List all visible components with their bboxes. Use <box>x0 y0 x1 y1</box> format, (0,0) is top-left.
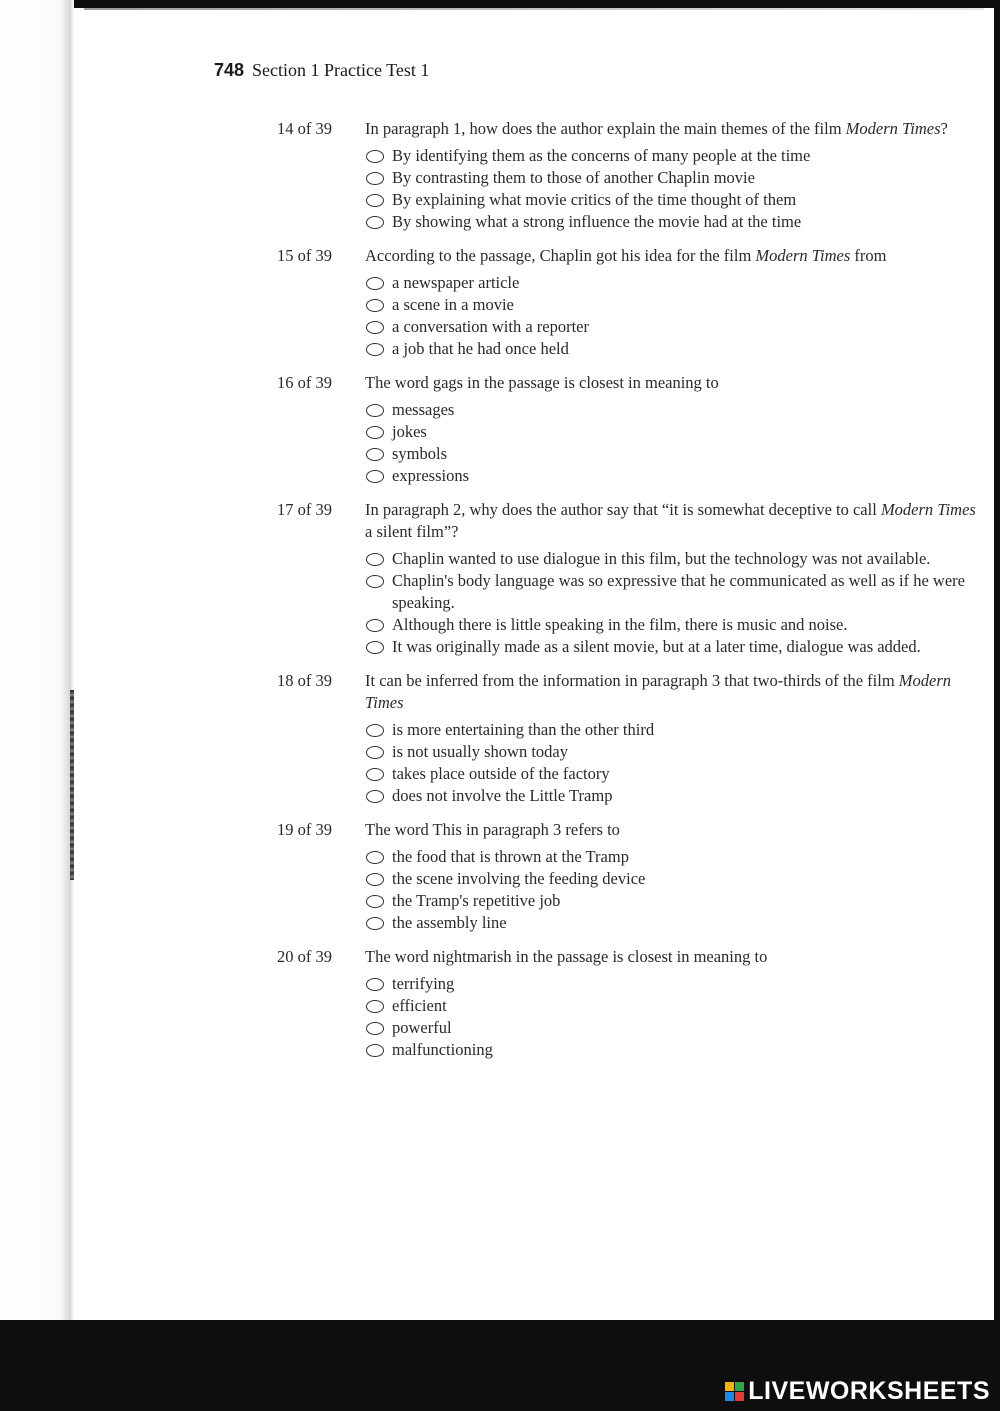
option-label: the assembly line <box>392 913 507 932</box>
radio-bubble-icon[interactable] <box>366 746 384 759</box>
question-body <box>365 819 977 934</box>
stem-italic-title: Modern Times <box>880 500 976 519</box>
option-label: By explaining what movie critics of the time thought of them <box>392 190 797 209</box>
radio-bubble-icon[interactable] <box>366 851 384 864</box>
radio-bubble-icon[interactable] <box>366 790 384 803</box>
answer-option[interactable] <box>365 995 977 1017</box>
radio-bubble-icon[interactable] <box>366 172 384 185</box>
stem-suffix: a silent film”? <box>365 522 459 541</box>
radio-bubble-icon[interactable] <box>366 216 384 229</box>
option-label: the scene involving the feeding device <box>392 869 646 888</box>
question-number: 15 of 39 <box>277 246 332 265</box>
answer-option[interactable] <box>365 1017 977 1039</box>
page-top-edge <box>84 8 984 10</box>
option-label: does not involve the Little Tramp <box>392 786 613 805</box>
logo-square <box>735 1382 744 1391</box>
question-18 <box>277 670 977 807</box>
question-20 <box>277 946 977 1061</box>
radio-bubble-icon[interactable] <box>366 641 384 654</box>
stem-text: It can be inferred from the information in paragraph 3 that two-thirds of the film <box>365 671 895 690</box>
liveworksheets-watermark <box>725 1377 990 1406</box>
radio-bubble-icon[interactable] <box>366 150 384 163</box>
option-label: messages <box>392 400 455 419</box>
radio-bubble-icon[interactable] <box>366 768 384 781</box>
radio-bubble-icon[interactable] <box>366 917 384 930</box>
radio-bubble-icon[interactable] <box>366 299 384 312</box>
answer-option[interactable] <box>365 890 977 912</box>
logo-square <box>725 1392 734 1401</box>
option-label: By showing what a strong influence the movie had at the time <box>392 212 802 231</box>
question-stem <box>365 372 977 394</box>
answer-option[interactable] <box>365 614 977 636</box>
logo-square <box>735 1392 744 1401</box>
stem-text: According to the passage, Chaplin got his idea for the film <box>365 246 752 265</box>
stem-italic-title: Modern Times <box>365 671 952 712</box>
answer-option[interactable] <box>365 399 977 421</box>
question-body <box>365 245 977 360</box>
stem-text: The word gags in the passage is closest in meaning to <box>365 373 719 392</box>
option-label: a job that he had once held <box>392 339 569 358</box>
radio-bubble-icon[interactable] <box>366 448 384 461</box>
answer-option[interactable] <box>365 719 977 741</box>
question-stem <box>365 499 977 543</box>
radio-bubble-icon[interactable] <box>366 1022 384 1035</box>
question-body <box>365 372 977 487</box>
option-label: is more entertaining than the other third <box>392 720 655 739</box>
answer-option[interactable] <box>365 973 977 995</box>
answer-option[interactable] <box>365 636 977 658</box>
option-label: Although there is little speaking in the film, there is music and noise. <box>392 615 848 634</box>
answer-option[interactable] <box>365 868 977 890</box>
option-label: By identifying them as the concerns of many people at the time <box>392 146 811 165</box>
radio-bubble-icon[interactable] <box>366 404 384 417</box>
radio-bubble-icon[interactable] <box>366 1044 384 1057</box>
answer-option[interactable] <box>365 211 977 233</box>
question-stem <box>365 245 977 267</box>
question-stem <box>365 819 977 841</box>
radio-bubble-icon[interactable] <box>366 343 384 356</box>
question-body <box>365 118 977 233</box>
question-body <box>365 946 977 1061</box>
question-number: 20 of 39 <box>277 947 332 966</box>
radio-bubble-icon[interactable] <box>366 277 384 290</box>
question-14 <box>277 118 977 233</box>
option-label: is not usually shown today <box>392 742 568 761</box>
worksheet-page <box>74 8 994 1320</box>
question-15 <box>277 245 977 360</box>
stem-text: The word nightmarish in the passage is closest in meaning to <box>365 947 768 966</box>
question-stem <box>365 118 977 140</box>
answer-option[interactable] <box>365 763 977 785</box>
option-label: Chaplin wanted to use dialogue in this film, but the technology was not available. <box>392 549 931 568</box>
stem-suffix: ? <box>940 119 948 138</box>
option-label: jokes <box>392 422 427 441</box>
question-number: 14 of 39 <box>277 119 332 138</box>
option-label: the food that is thrown at the Tramp <box>392 847 629 866</box>
option-label: By contrasting them to those of another Chaplin movie <box>392 168 755 187</box>
radio-bubble-icon[interactable] <box>366 724 384 737</box>
question-body <box>365 670 977 807</box>
radio-bubble-icon[interactable] <box>366 470 384 483</box>
option-label: takes place outside of the factory <box>392 764 610 783</box>
answer-option[interactable] <box>365 465 977 487</box>
logo-square <box>725 1382 734 1391</box>
answer-option[interactable] <box>365 189 977 211</box>
answer-option[interactable] <box>365 421 977 443</box>
page-number: 748 <box>214 60 245 80</box>
answer-option[interactable] <box>365 272 977 294</box>
question-number: 19 of 39 <box>277 820 332 839</box>
radio-bubble-icon[interactable] <box>366 619 384 632</box>
scan-left-edge <box>0 0 74 1411</box>
answer-option[interactable] <box>365 1039 977 1061</box>
radio-bubble-icon[interactable] <box>366 873 384 886</box>
question-16 <box>277 372 977 487</box>
option-label: It was originally made as a silent movie, but at a later time, dialogue was added. <box>392 637 921 656</box>
option-label: powerful <box>392 1018 452 1037</box>
radio-bubble-icon[interactable] <box>366 1000 384 1013</box>
option-label: terrifying <box>392 974 455 993</box>
stem-text: In paragraph 2, why does the author say that “it is somewhat deceptive to call <box>365 500 877 519</box>
stem-text: The word This in paragraph 3 refers to <box>365 820 620 839</box>
radio-bubble-icon[interactable] <box>366 426 384 439</box>
radio-bubble-icon[interactable] <box>366 194 384 207</box>
question-body <box>365 499 977 658</box>
question-17 <box>277 499 977 658</box>
option-label: symbols <box>392 444 448 463</box>
option-label: a newspaper article <box>392 273 520 292</box>
option-label: a conversation with a reporter <box>392 317 590 336</box>
radio-bubble-icon[interactable] <box>366 978 384 991</box>
option-label: the Tramp's repetitive job <box>392 891 561 910</box>
question-number: 17 of 39 <box>277 500 332 519</box>
answer-option[interactable] <box>365 338 977 360</box>
option-label: a scene in a movie <box>392 295 514 314</box>
section-title: Section 1 Practice Test 1 <box>252 60 430 80</box>
option-label: Chaplin's body language was so expressive that he communicated as well as if he were speaking. <box>392 571 965 612</box>
question-number: 18 of 39 <box>277 671 332 690</box>
stem-italic-title: Modern Times <box>845 119 941 138</box>
option-label: expressions <box>392 466 469 485</box>
question-number: 16 of 39 <box>277 373 332 392</box>
stem-italic-title: Modern Times <box>755 246 851 265</box>
option-label: efficient <box>392 996 447 1015</box>
question-19 <box>277 819 977 934</box>
answer-option[interactable] <box>365 846 977 868</box>
radio-bubble-icon[interactable] <box>366 321 384 334</box>
option-label: malfunctioning <box>392 1040 493 1059</box>
answer-option[interactable] <box>365 570 977 614</box>
radio-bubble-icon[interactable] <box>366 895 384 908</box>
radio-bubble-icon[interactable] <box>366 575 384 588</box>
answer-option[interactable] <box>365 548 977 570</box>
question-list <box>277 118 977 1073</box>
answer-option[interactable] <box>365 741 977 763</box>
answer-option[interactable] <box>365 912 977 934</box>
question-stem <box>365 946 977 968</box>
stem-text: In paragraph 1, how does the author explain the main themes of the film <box>365 119 842 138</box>
watermark-text: LIVEWORKSHEETS <box>748 1377 990 1405</box>
answer-option[interactable] <box>365 316 977 338</box>
running-head <box>214 60 429 81</box>
answer-option[interactable] <box>365 145 977 167</box>
stem-suffix: from <box>854 246 887 265</box>
answer-option[interactable] <box>365 294 977 316</box>
answer-option[interactable] <box>365 785 977 807</box>
question-stem <box>365 670 977 714</box>
liveworksheets-logo-icon <box>725 1382 744 1401</box>
radio-bubble-icon[interactable] <box>366 553 384 566</box>
answer-option[interactable] <box>365 443 977 465</box>
answer-option[interactable] <box>365 167 977 189</box>
